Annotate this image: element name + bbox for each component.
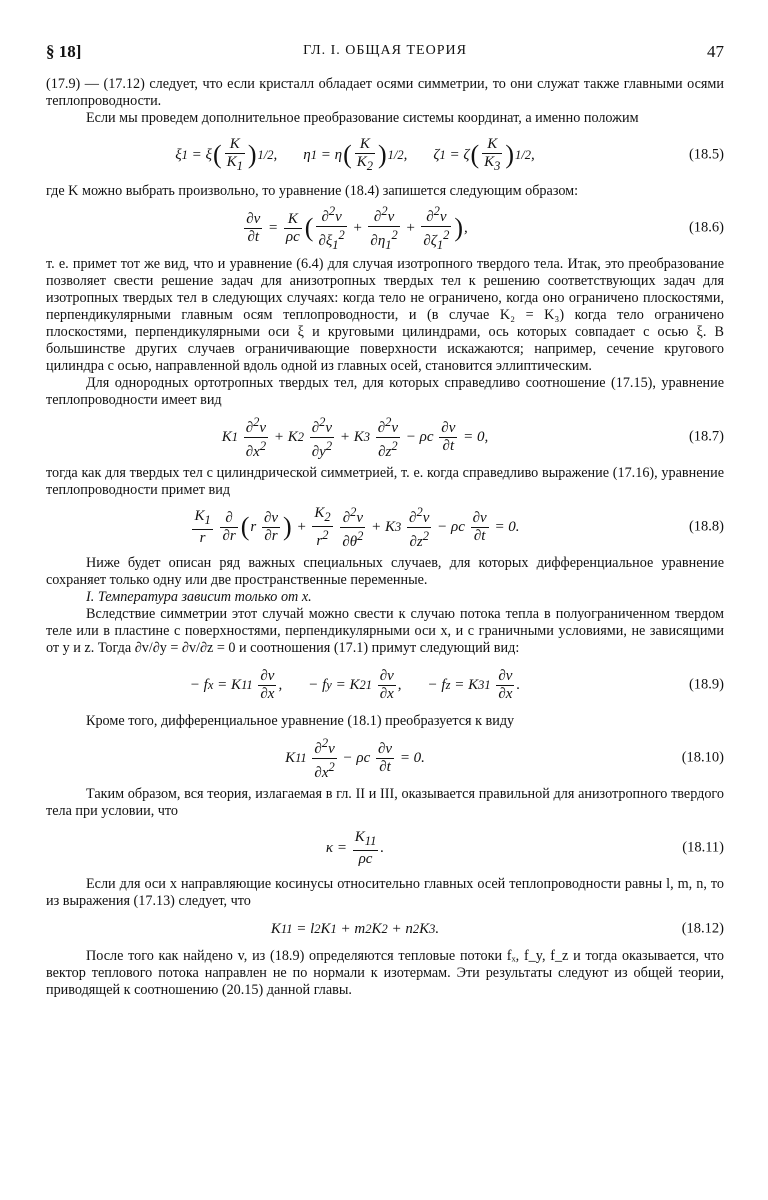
- paragraph: Если для оси x направляющие косинусы относительно главных осей теплопроводности равны l, m, n, то из выражения (17.13) следует, что: [46, 876, 724, 909]
- paragraph: где K можно выбрать произвольно, то уравнение (18.4) запишется следующим образом:: [46, 183, 579, 199]
- equation-number: (18.10): [681, 749, 724, 766]
- formula: $\frac{\partial v}{\partial t}$ = $\frac{K}{\rho c}$ ( $\frac{\partial^2v}{\partial\xi_1^2}$ + $\frac{\partial^2v}{\partial\eta_1^2}$ + $\frac{\partial^2v}{\partial\zeta_1^2}$ ) ,: [246, 203, 468, 252]
- equation-number: (18.5): [688, 146, 724, 163]
- page-number: 47: [707, 42, 724, 61]
- formula: ξ 1 = ξ ( $\frac{K}{K_1}$ ) 1/2 , η 1 = η ( $\frac{K}{K_2}$ ) 1/2 , ζ 1 = ζ ( $\frac{K}{K_3}$ ) 1/2 ,: [175, 135, 535, 173]
- paragraph: Кроме того, дифференциальное уравнение (18.1) преобразуется к виду: [86, 713, 515, 729]
- paragraph: т. е. примет тот же вид, что и уравнение (6.4) для случая изотропного твердого тела. Итак, это преобразование позволяет свести решение задач для анизотропных твердых тел к решению соответствующих задач для изотропных твердых тел в следующих случаях: когда тело не ограничено, когда оно ограничено плоскостями, перпендикулярными главным осям теплопроводности, и (в случае K₂ = K₃) когда тело ограничено плоскостями, перпендикулярными оси ξ и круговыми цилиндрами, ось которых совпадает с осью ξ. В большинстве других случаев ограничивающие поверхности искажаются; например, сечение кругового цилиндра с осью, направленной вдоль одной из главных осей, становится эллиптическим.: [46, 256, 724, 374]
- formula: $\frac{K_1}{r}$ $\frac{\partial}{\partial r}$ ( r $\frac{\partial v}{\partial r}$ ) + $\frac{K_2}{r^2}$ $\frac{\partial^2v}{\partial\theta^2}$ + K 3 $\frac{\partial^2v}{\partial z^2}$ − ρc $\frac{\partial v}{\partial t}$ = 0.: [194, 504, 520, 550]
- equation-number: (18.11): [682, 839, 724, 856]
- equation-number: (18.6): [688, 219, 724, 236]
- formula: − f x = K 11 $\frac{\partial v}{\partial x}$ , − f y = K 21 $\frac{\partial v}{\partial x}$ , − f z = K 31 $\frac{\partial v}{\partial x}$ .: [189, 667, 521, 702]
- formula: K 11 $\frac{\partial^2v}{\partial x^2}$ − ρc $\frac{\partial v}{\partial t}$ = 0.: [285, 735, 425, 781]
- equation-18-8: [46, 505, 724, 549]
- equation-number: (18.8): [688, 518, 724, 535]
- equation-18-7: [46, 415, 724, 459]
- section-number: § 18]: [46, 42, 82, 61]
- equation-number: (18.7): [688, 428, 724, 445]
- paragraph: Ниже будет описан ряд важных специальных случаев, для которых дифференциальное уравнение сохраняет только одну или две пространственные переменные.: [46, 555, 724, 588]
- subsection-heading: I. Температура зависит только от x.: [86, 589, 312, 605]
- paragraph: После того как найдено v, из (18.9) определяются тепловые потоки fₓ, f_y, f_z и тогда оказывается, что вектор теплового потока направлен не по нормали к изотермам. Эти результаты следуют из общей теории, приводящей к соотношению (20.15) данной главы.: [46, 948, 724, 998]
- paragraph: Для однородных ортотропных твердых тел, для которых справедливо соотношение (17.15), уравнение теплопроводности имеет вид: [46, 375, 724, 408]
- equation-18-6: [46, 203, 724, 252]
- equation-18-9: [46, 663, 724, 707]
- running-header: [46, 42, 724, 64]
- equation-number: (18.12): [681, 920, 724, 937]
- formula: κ = $\frac{K_{11}}{\rho c}$ .: [325, 828, 385, 867]
- formula: K 1 $\frac{\partial^2v}{\partial x^2}$ + K 2 $\frac{\partial^2v}{\partial y^2}$ + K 3 $\frac{\partial^2v}{\partial z^2}$ − ρc $\frac{\partial v}{\partial t}$ = 0,: [221, 414, 489, 460]
- paragraph: тогда как для твердых тел с цилиндрической симметрией, т. е. когда справедливо выражение (17.16), уравнение теплопроводности примет вид: [46, 465, 724, 498]
- equation-18-11: [46, 826, 724, 870]
- formula: K 11 = l 2 K 1 + m 2 K 2 + n 2 K 3 .: [270, 920, 440, 937]
- paragraph: Вследствие симметрии этот случай можно свести к случаю потока тепла в полуограниченном твердом теле или в пластине с поверхностями, перпендикулярными оси x, и с граничными условиями, не зависящими от y и z. Тогда ∂v/∂y = ∂v/∂z = 0 и соотношения (17.1) примут следующий вид:: [46, 606, 724, 656]
- chapter-title: ГЛ. I. ОБЩАЯ ТЕОРИЯ: [303, 43, 467, 58]
- page-body: [46, 76, 724, 999]
- paragraph: Если мы проведем дополнительное преобразование системы координат, а именно положим: [86, 110, 639, 126]
- equation-18-12: [46, 916, 724, 942]
- paragraph: Таким образом, вся теория, излагаемая в гл. II и III, оказывается правильной для анизотропного твердого тела при условии, что: [46, 786, 724, 819]
- equation-number: (18.9): [688, 676, 724, 693]
- equation-18-5: [46, 133, 724, 177]
- paragraph: (17.9) — (17.12) следует, что если кристалл обладает осями симметрии, то они служат также главными осями теплопроводности.: [46, 76, 724, 109]
- equation-18-10: [46, 736, 724, 780]
